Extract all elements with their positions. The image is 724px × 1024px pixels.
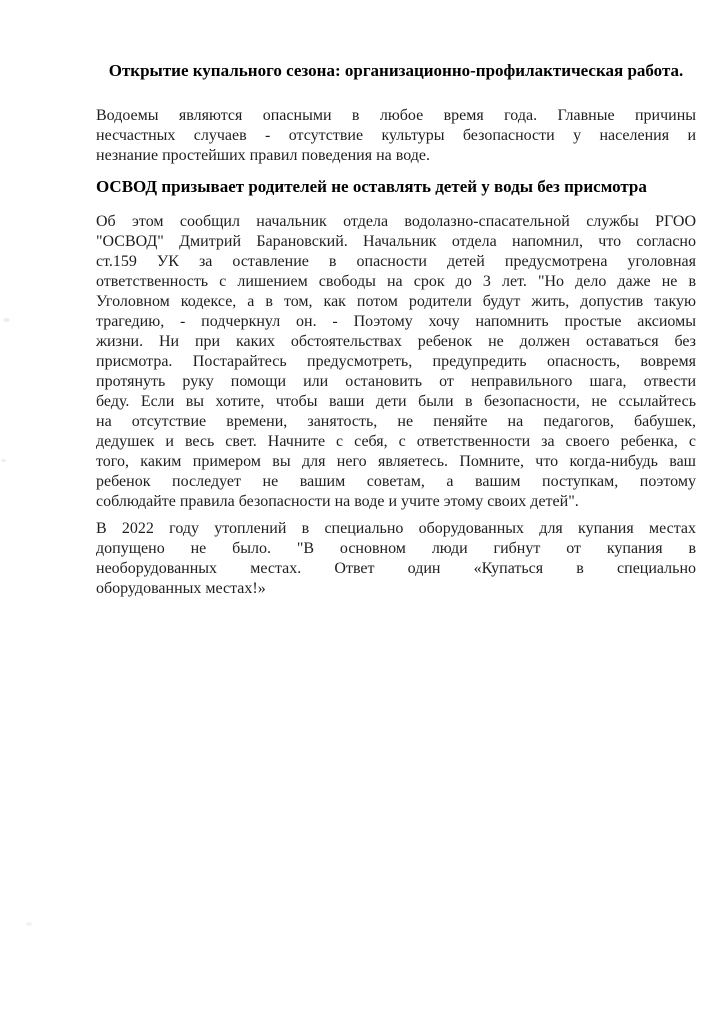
text-line: присмотра. Постарайтесь предусмотреть, предупредить опасность, вовремя — [96, 353, 696, 370]
text-line: "ОСВОД" Дмитрий Барановский. Начальник отдела напомнил, что согласно — [96, 233, 696, 250]
text-line: Об этом сообщил начальник отдела водолазно-спасательной службы РГОО — [96, 213, 696, 230]
scan-artifact — [1, 459, 6, 462]
document-content — [96, 58, 696, 599]
text-line: того, каким примером вы для него являетесь. Помните, что когда-нибудь ваш — [96, 453, 696, 470]
scan-artifact — [3, 318, 10, 322]
document-title: Открытие купального сезона: организационно-профилактическая работа. — [108, 61, 684, 80]
section-heading: ОСВОД призывает родителей не оставлять детей у воды без присмотра — [96, 177, 647, 196]
text-line: незнание простейших правил поведения на воде. — [96, 147, 430, 164]
text-line: ответственность с лишением свободы на срок до 3 лет. "Но дело даже не в — [96, 273, 696, 290]
text-line: оборудованных местах!» — [96, 580, 266, 597]
text-line: ребенок последует не вашим советам, а вашим поступкам, поэтому — [96, 473, 696, 490]
paragraph-intro — [96, 106, 696, 166]
text-line: Уголовном кодексе, а в том, как потом родители будут жить, допустив такую — [96, 293, 696, 310]
text-line: необорудованных местах. Ответ один «Купаться в специально — [96, 560, 696, 577]
text-line: допущено не было. "В основном люди гибнут от купания в — [96, 540, 696, 557]
text-line: соблюдайте правила безопасности на воде и учите этому своих детей". — [96, 493, 579, 510]
text-line: жизни. Ни при каких обстоятельствах ребенок не должен оставаться без — [96, 333, 696, 350]
paragraph-statistics — [96, 519, 696, 599]
text-line: протянуть руку помощи или остановить от неправильного шага, отвести — [96, 373, 696, 390]
text-line: Водоемы являются опасными в любое время года. Главные причины — [96, 107, 696, 124]
text-line: на отсутствие времени, занятость, не пеняйте на педагогов, бабушек, — [96, 413, 696, 430]
text-line: В 2022 году утоплений в специально оборудованных для купания местах — [96, 520, 696, 537]
text-line: ст.159 УК за оставление в опасности детей предусмотрена уголовная — [96, 253, 696, 270]
scan-artifact — [26, 922, 32, 926]
paragraph-main — [96, 212, 696, 512]
text-line: несчастных случаев - отсутствие культуры безопасности у населения и — [96, 127, 696, 144]
text-line: беду. Если вы хотите, чтобы ваши дети были в безопасности, не ссылайтесь — [96, 393, 696, 410]
text-line: дедушек и весь свет. Начните с себя, с ответственности за своего ребенка, с — [96, 433, 696, 450]
text-line: трагедию, - подчеркнул он. - Поэтому хочу напомнить простые аксиомы — [96, 313, 696, 330]
